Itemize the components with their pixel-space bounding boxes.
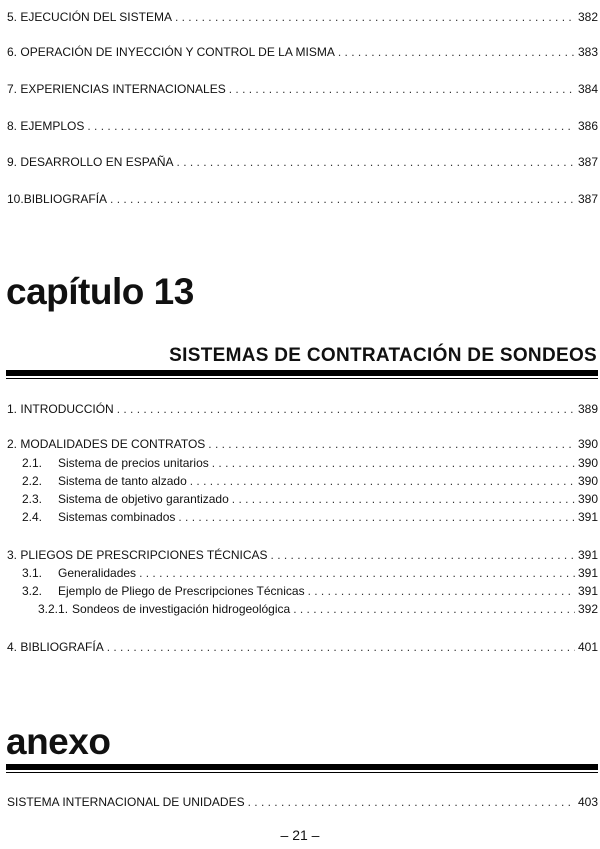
entry-title: Ejemplo de Pliego de Prescripciones Técnicas — [58, 584, 305, 598]
entry-page: 391 — [577, 566, 598, 580]
entry-page: 403 — [577, 795, 598, 809]
entry-title: Sondeos de investigación hidrogeológica — [72, 602, 291, 616]
chapter-heading: capítulo 13 — [6, 271, 194, 312]
entry-page: 389 — [577, 402, 598, 416]
leader-dots — [139, 566, 575, 580]
entry-number: 8. — [7, 119, 18, 133]
entry-title: Sistemas combinados — [58, 510, 176, 524]
leader-dots — [110, 192, 575, 206]
toc-subentry[interactable] — [22, 510, 598, 524]
leader-dots — [212, 456, 575, 470]
toc-entry[interactable] — [7, 82, 598, 96]
toc-entry[interactable] — [7, 548, 598, 562]
entry-number: 2.1. — [22, 456, 43, 470]
entry-title: EXPERIENCIAS INTERNACIONALES — [20, 82, 226, 96]
entry-number: 2.2. — [22, 474, 43, 488]
toc-entry[interactable] — [7, 45, 598, 59]
entry-number: 6. — [7, 45, 18, 59]
entry-page: 386 — [577, 119, 598, 133]
leader-dots — [229, 82, 575, 96]
toc-entry[interactable] — [7, 795, 598, 809]
entry-title: DESARROLLO EN ESPAÑA — [20, 155, 174, 169]
entry-title: Sistema de precios unitarios — [58, 456, 209, 470]
entry-title: MODALIDADES DE CONTRATOS — [20, 437, 206, 451]
toc-entry[interactable] — [7, 155, 598, 169]
entry-title: Sistema de tanto alzado — [58, 474, 187, 488]
entry-title: Generalidades — [58, 566, 137, 580]
entry-number: 3.2. — [22, 584, 43, 598]
entry-number: 9. — [7, 155, 18, 169]
entry-number: 2. — [7, 437, 18, 451]
entry-title: EJECUCIÓN DEL SISTEMA — [20, 10, 172, 24]
entry-page: 387 — [577, 155, 598, 169]
entry-page: 391 — [577, 510, 598, 524]
leader-dots — [107, 640, 575, 654]
leader-dots — [293, 602, 575, 616]
entry-page: 383 — [577, 45, 598, 59]
entry-page: 382 — [577, 10, 598, 24]
entry-title: Sistema de objetivo garantizado — [58, 492, 229, 506]
leader-dots — [190, 474, 575, 488]
toc-subentry[interactable] — [22, 566, 598, 580]
entry-page: 390 — [577, 437, 598, 451]
entry-title: OPERACIÓN DE INYECCIÓN Y CONTROL DE LA MISMA — [20, 45, 335, 59]
toc-entry[interactable] — [7, 119, 598, 133]
entry-page: 390 — [577, 456, 598, 470]
heading-rule-thin — [6, 378, 598, 379]
toc-entry[interactable] — [7, 402, 598, 416]
entry-page: 391 — [577, 584, 598, 598]
entry-page: 401 — [577, 640, 598, 654]
toc-subentry[interactable] — [22, 492, 598, 506]
toc-entry[interactable] — [7, 10, 598, 24]
entry-title: BIBLIOGRAFÍA — [20, 640, 104, 654]
toc-entry[interactable] — [7, 640, 598, 654]
entry-page: 392 — [577, 602, 598, 616]
entry-number: 10. — [7, 192, 24, 206]
entry-page: 391 — [577, 548, 598, 562]
entry-number: 3.1. — [22, 566, 43, 580]
entry-number: 4. — [7, 640, 18, 654]
entry-title: PLIEGOS DE PRESCRIPCIONES TÉCNICAS — [20, 548, 268, 562]
entry-number: 5. — [7, 10, 18, 24]
entry-title: BIBLIOGRAFÍA — [23, 192, 108, 206]
entry-page: 390 — [577, 474, 598, 488]
leader-dots — [175, 10, 575, 24]
leader-dots — [177, 155, 575, 169]
leader-dots — [308, 584, 575, 598]
entry-title: INTRODUCCIÓN — [20, 402, 114, 416]
entry-title: EJEMPLOS — [20, 119, 85, 133]
leader-dots — [338, 45, 575, 59]
toc-entry[interactable] — [7, 192, 598, 206]
entry-page: 387 — [577, 192, 598, 206]
entry-number: 7. — [7, 82, 18, 96]
leader-dots — [248, 795, 575, 809]
toc-subentry[interactable] — [22, 456, 598, 470]
entry-number: 2.3. — [22, 492, 43, 506]
toc-subsubentry[interactable] — [38, 602, 598, 616]
annex-heading: anexo — [6, 721, 111, 762]
leader-dots — [178, 510, 575, 524]
toc-subentry[interactable] — [22, 584, 598, 598]
entry-page: 384 — [577, 82, 598, 96]
section-title: SISTEMAS DE CONTRATACIÓN DE SONDEOS — [169, 345, 597, 366]
toc-entry[interactable] — [7, 437, 598, 451]
page-number: – 21 – — [280, 827, 320, 843]
entry-number: 1. — [7, 402, 18, 416]
leader-dots — [232, 492, 575, 506]
leader-dots — [117, 402, 575, 416]
entry-page: 390 — [577, 492, 598, 506]
annex-rule — [6, 764, 598, 770]
leader-dots — [208, 437, 575, 451]
entry-number: 3. — [7, 548, 18, 562]
entry-number: 3.2.1. — [38, 602, 69, 616]
leader-dots — [87, 119, 575, 133]
toc-subentry[interactable] — [22, 474, 598, 488]
entry-number: 2.4. — [22, 510, 43, 524]
entry-title: SISTEMA INTERNACIONAL DE UNIDADES — [7, 795, 245, 809]
heading-rule — [6, 370, 598, 376]
annex-rule-thin — [6, 772, 598, 773]
leader-dots — [271, 548, 575, 562]
